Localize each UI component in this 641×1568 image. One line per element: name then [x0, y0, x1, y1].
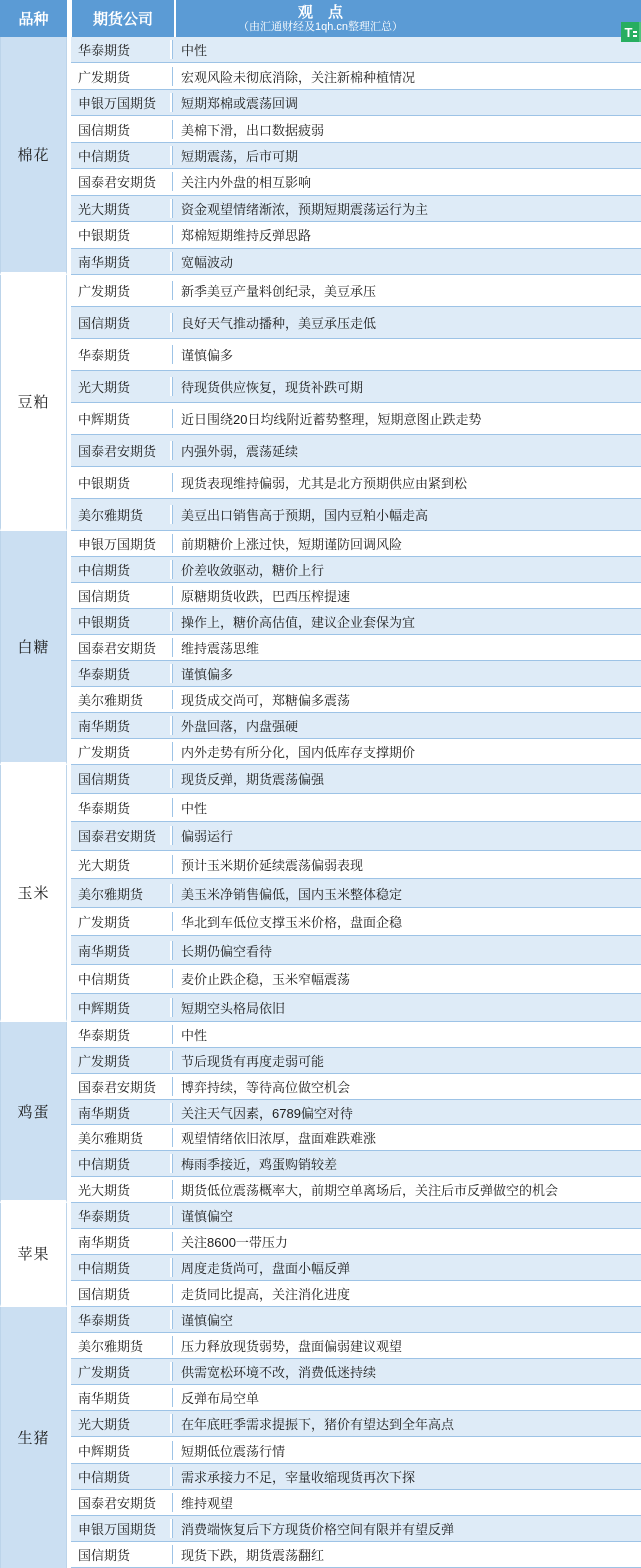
company-name: 中信期货	[71, 146, 172, 165]
section-棉花	[0, 37, 641, 275]
section-豆粕	[0, 275, 641, 531]
company-name: 南华期货	[71, 1232, 172, 1251]
viewpoint-text: 谨慎偏多	[172, 664, 641, 683]
company-name: 中信期货	[71, 969, 172, 988]
table-row	[71, 936, 641, 965]
viewpoint-text: 短期低位震荡行情	[172, 1441, 641, 1460]
viewpoint-text: 现货反弹，期货震荡偏强	[172, 769, 641, 788]
viewpoint-text: 预计玉米期价延续震荡偏弱表现	[172, 855, 641, 874]
table-row	[71, 1203, 641, 1229]
table-row	[71, 1516, 641, 1542]
viewpoint-text: 反弹布局空单	[172, 1388, 641, 1407]
table-row	[71, 249, 641, 275]
viewpoint-text: 美豆出口销售高于预期，国内豆粕小幅走高	[172, 505, 641, 524]
table-row	[71, 90, 641, 116]
table-row	[71, 275, 641, 307]
table-row	[71, 403, 641, 435]
company-name: 申银万国期货	[71, 534, 172, 553]
viewpoint-text: 短期郑棉或震荡回调	[172, 93, 641, 112]
viewpoint-text: 偏弱运行	[172, 826, 641, 845]
viewpoint-text: 短期空头格局依旧	[172, 998, 641, 1017]
viewpoint-text: 博弈持续，等待高位做空机会	[172, 1077, 641, 1096]
viewpoint-text: 宽幅波动	[172, 252, 641, 271]
company-name: 国泰君安期货	[71, 172, 172, 191]
table-row	[71, 1307, 641, 1333]
table-row	[71, 1255, 641, 1281]
company-name: 国信期货	[71, 586, 172, 605]
company-name: 国信期货	[71, 1284, 172, 1303]
table-row	[71, 687, 641, 713]
viewpoint-text: 关注天气因素，6789偏空对待	[172, 1103, 641, 1122]
company-name: 中银期货	[71, 225, 172, 244]
section-鸡蛋	[0, 1022, 641, 1203]
company-name: 国信期货	[71, 313, 172, 332]
viewpoint-text: 需求承接力不足，宰量收缩现货再次下探	[172, 1467, 641, 1486]
table-row	[71, 222, 641, 248]
table-row	[71, 1437, 641, 1463]
company-name: 国泰君安期货	[71, 1493, 172, 1512]
table-row	[71, 994, 641, 1023]
company-name: 国泰君安期货	[71, 441, 172, 460]
table-row	[71, 339, 641, 371]
table-row	[71, 1411, 641, 1437]
viewpoint-text: 近日围绕20日均线附近蓄势整理，短期意图止跌走势	[172, 409, 641, 428]
viewpoint-text: 麦价止跌企稳，玉米窄幅震荡	[172, 969, 641, 988]
viewpoint-text: 良好天气推动播种，美豆承压走低	[172, 313, 641, 332]
table-row	[71, 1542, 641, 1568]
table-row	[71, 879, 641, 908]
table-row	[71, 908, 641, 937]
viewpoint-text: 中性	[172, 1025, 641, 1044]
table-row	[71, 1281, 641, 1307]
section-生猪	[0, 1307, 641, 1568]
company-name: 美尔雅期货	[71, 690, 172, 709]
company-name: 南华期货	[71, 252, 172, 271]
table-row	[71, 765, 641, 794]
company-name: 中信期货	[71, 1154, 172, 1173]
table-row	[71, 1151, 641, 1177]
header-viewpoint-cell	[176, 0, 641, 40]
viewpoint-text: 待现货供应恢复，现货补跌可期	[172, 377, 641, 396]
table-row	[71, 557, 641, 583]
viewpoint-text: 短期震荡，后市可期	[172, 146, 641, 165]
table-row	[71, 609, 641, 635]
company-name: 广发期货	[71, 1051, 172, 1070]
viewpoint-text: 美玉米净销售偏低，国内玉米整体稳定	[172, 884, 641, 903]
viewpoint-title: 观 点	[297, 3, 343, 21]
viewpoint-text: 消费端恢复后下方现货价格空间有限并有望反弹	[172, 1519, 641, 1538]
table-row	[71, 1385, 641, 1411]
viewpoint-text: 谨慎偏多	[172, 345, 641, 364]
company-name: 南华期货	[71, 1388, 172, 1407]
viewpoint-text: 中性	[172, 798, 641, 817]
table-row	[71, 713, 641, 739]
viewpoint-text: 宏观风险未彻底消除，关注新棉种植情况	[172, 67, 641, 86]
variety-label: 白糖	[0, 531, 67, 765]
company-name: 中辉期货	[71, 409, 172, 428]
table-row	[71, 794, 641, 823]
company-name: 申银万国期货	[71, 1519, 172, 1538]
viewpoint-text: 现货成交尚可，郑糖偏多震荡	[172, 690, 641, 709]
table-row	[71, 499, 641, 531]
company-name: 中信期货	[71, 1258, 172, 1277]
company-name: 华泰期货	[71, 1206, 172, 1225]
table-row	[71, 1229, 641, 1255]
company-name: 中信期货	[71, 1467, 172, 1486]
viewpoint-subtitle: （由汇通财经及1qh.cn整理汇总）	[237, 20, 404, 33]
translate-badge-lines-icon	[633, 31, 637, 37]
company-name: 光大期货	[71, 377, 172, 396]
company-name: 华泰期货	[71, 40, 172, 59]
translate-badge-letter: T	[624, 24, 633, 40]
table-row	[71, 1464, 641, 1490]
company-name: 华泰期货	[71, 345, 172, 364]
company-name: 国泰君安期货	[71, 638, 172, 657]
company-name: 国信期货	[71, 120, 172, 139]
company-name: 广发期货	[71, 742, 172, 761]
viewpoint-text: 谨慎偏空	[172, 1310, 641, 1329]
viewpoint-text: 维持观望	[172, 1493, 641, 1512]
table-row	[71, 196, 641, 222]
table-row	[71, 1100, 641, 1126]
variety-label: 苹果	[0, 1203, 67, 1307]
viewpoint-text: 价差收敛驱动，糖价上行	[172, 560, 641, 579]
company-name: 美尔雅期货	[71, 1336, 172, 1355]
table-row	[71, 822, 641, 851]
company-name: 美尔雅期货	[71, 1128, 172, 1147]
viewpoint-text: 压力释放现货弱势，盘面偏弱建议观望	[172, 1336, 641, 1355]
company-name: 光大期货	[71, 199, 172, 218]
company-name: 南华期货	[71, 1103, 172, 1122]
company-name: 国信期货	[71, 1545, 172, 1564]
table-row	[71, 635, 641, 661]
table-row	[71, 1333, 641, 1359]
viewpoint-text: 前期糖价上涨过快，短期谨防回调风险	[172, 534, 641, 553]
viewpoint-text: 现货表现维持偏弱，尤其是北方预期供应由紧到松	[172, 473, 641, 492]
section-苹果	[0, 1203, 641, 1307]
table-row	[71, 1125, 641, 1151]
viewpoint-text: 在年底旺季需求提振下，猪价有望达到全年高点	[172, 1414, 641, 1433]
company-name: 美尔雅期货	[71, 884, 172, 903]
viewpoint-text: 期货低位震荡概率大，前期空单离场后，关注后市反弹做空的机会	[172, 1180, 641, 1199]
company-name: 中辉期货	[71, 998, 172, 1017]
viewpoint-text: 观望情绪依旧浓厚，盘面难跌难涨	[172, 1128, 641, 1147]
company-name: 南华期货	[71, 941, 172, 960]
company-name: 中银期货	[71, 612, 172, 631]
header-variety: 品种	[0, 0, 67, 37]
company-name: 广发期货	[71, 1362, 172, 1381]
table-row	[71, 1074, 641, 1100]
company-name: 国泰君安期货	[71, 1077, 172, 1096]
company-name: 国信期货	[71, 769, 172, 788]
table-row	[71, 435, 641, 467]
viewpoint-text: 现货下跌，期货震荡翻红	[172, 1545, 641, 1564]
viewpoint-text: 周度走货尚可，盘面小幅反弹	[172, 1258, 641, 1277]
viewpoint-text: 华北到车低位支撑玉米价格，盘面企稳	[172, 912, 641, 931]
table-row	[71, 661, 641, 687]
table-row	[71, 965, 641, 994]
viewpoint-text: 新季美豆产量料创纪录，美豆承压	[172, 281, 641, 300]
company-name: 国泰君安期货	[71, 826, 172, 845]
section-白糖	[0, 531, 641, 765]
header-company: 期货公司	[72, 0, 174, 37]
viewpoint-text: 长期仍偏空看待	[172, 941, 641, 960]
company-name: 光大期货	[71, 1414, 172, 1433]
company-name: 华泰期货	[71, 1310, 172, 1329]
company-name: 中银期货	[71, 473, 172, 492]
variety-label: 鸡蛋	[0, 1022, 67, 1203]
viewpoint-text: 美棉下滑，出口数据疲弱	[172, 120, 641, 139]
company-name: 华泰期货	[71, 1025, 172, 1044]
table-row	[71, 583, 641, 609]
variety-label: 玉米	[0, 765, 67, 1022]
table-row	[71, 1048, 641, 1074]
table-body	[0, 37, 641, 1568]
table-row	[71, 1359, 641, 1385]
company-name: 光大期货	[71, 855, 172, 874]
viewpoint-text: 内强外弱，震荡延续	[172, 441, 641, 460]
table-header	[0, 0, 641, 40]
viewpoint-text: 资金观望情绪渐浓，预期短期震荡运行为主	[172, 199, 641, 218]
viewpoint-text: 内外走势有所分化，国内低库存支撑期价	[172, 742, 641, 761]
company-name: 华泰期货	[71, 664, 172, 683]
table-row	[71, 143, 641, 169]
table-row	[71, 116, 641, 142]
company-name: 广发期货	[71, 281, 172, 300]
viewpoint-text: 走货同比提高，关注消化进度	[172, 1284, 641, 1303]
viewpoint-text: 操作上，糖价高估值，建议企业套保为宜	[172, 612, 641, 631]
table-row	[71, 1490, 641, 1516]
table-row	[71, 371, 641, 403]
company-name: 华泰期货	[71, 798, 172, 817]
company-name: 中辉期货	[71, 1441, 172, 1460]
table-row	[71, 1177, 641, 1203]
translate-badge-icon[interactable]	[621, 22, 641, 42]
table-row	[71, 63, 641, 89]
variety-label: 棉花	[0, 37, 67, 275]
company-name: 广发期货	[71, 912, 172, 931]
viewpoint-text: 关注8600一带压力	[172, 1232, 641, 1251]
company-name: 广发期货	[71, 67, 172, 86]
company-name: 光大期货	[71, 1180, 172, 1199]
table-row	[71, 169, 641, 195]
table-row	[71, 531, 641, 557]
table-row	[71, 851, 641, 880]
table-row	[71, 1022, 641, 1048]
table-row	[71, 307, 641, 339]
viewpoint-text: 谨慎偏空	[172, 1206, 641, 1225]
viewpoint-text: 梅雨季接近，鸡蛋购销较差	[172, 1154, 641, 1173]
viewpoint-text: 关注内外盘的相互影响	[172, 172, 641, 191]
company-name: 美尔雅期货	[71, 505, 172, 524]
viewpoint-text: 中性	[172, 40, 641, 59]
viewpoint-text: 节后现货有再度走弱可能	[172, 1051, 641, 1070]
viewpoint-text: 原糖期货收跌，巴西压榨提速	[172, 586, 641, 605]
company-name: 南华期货	[71, 716, 172, 735]
viewpoint-text: 郑棉短期维持反弹思路	[172, 225, 641, 244]
table-row	[71, 467, 641, 499]
variety-label: 生猪	[0, 1307, 67, 1568]
variety-label: 豆粕	[0, 275, 67, 531]
company-name: 中信期货	[71, 560, 172, 579]
company-name: 申银万国期货	[71, 93, 172, 112]
table-row	[71, 739, 641, 765]
section-玉米	[0, 765, 641, 1022]
table-row	[71, 37, 641, 63]
viewpoint-text: 外盘回落，内盘强硬	[172, 716, 641, 735]
viewpoint-text: 维持震荡思维	[172, 638, 641, 657]
viewpoint-text: 供需宽松环境不改，消费低迷持续	[172, 1362, 641, 1381]
